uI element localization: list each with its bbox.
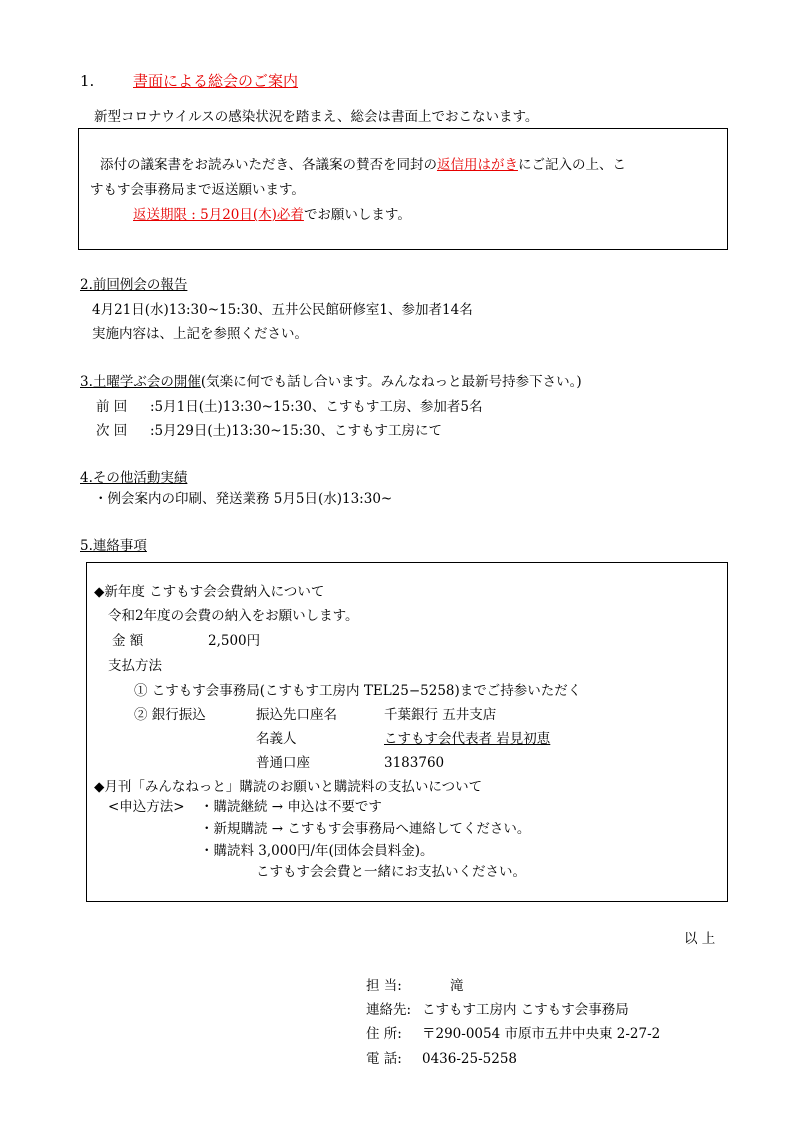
- section5-heading: 5.連絡事項: [80, 538, 147, 554]
- holder-value: こすもす会代表者 岩見初恵: [384, 731, 551, 747]
- pay-option-1: ① こすもす会事務局(こすもす工房内 TEL25−5258)までご持参いただく: [134, 683, 582, 699]
- section3-next-label: 次 回: [96, 423, 128, 439]
- holder-label: 名義人: [256, 731, 297, 747]
- section1-intro: 新型コロナウイルスの感染状況を踏まえ、総会は書面上でおこないます。: [94, 109, 539, 125]
- pay-title: 支払方法: [108, 658, 162, 674]
- address-value: 〒290-0054 市原市五井中央東 2-27-2: [422, 1026, 661, 1042]
- section2-line2: 実施内容は、上記を参照ください。: [92, 326, 308, 342]
- apply-label: <申込方法>: [108, 799, 185, 815]
- section1-box-deadline: 返送期限 : 5月20日(木)必着でお願いします。: [133, 207, 411, 223]
- address-label: 住 所:: [366, 1026, 402, 1042]
- apply-item-4: こすもす会会費と一緒にお支払いください。: [256, 864, 526, 880]
- amount-label: 金 額: [112, 633, 144, 649]
- apply-item-1: ・購読継続 → 申込は不要です: [200, 799, 382, 815]
- section1-box-line2: すもす会事務局まで返送願います。: [90, 182, 305, 198]
- section4-heading: 4.その他活動実績: [80, 470, 188, 486]
- bank-label: 振込先口座名: [256, 707, 337, 723]
- section1-title: 書面による総会のご案内: [133, 72, 299, 90]
- closing-text: 以 上: [684, 931, 716, 947]
- pay-option-2-label: ② 銀行振込: [134, 707, 206, 723]
- person-label: 担 当:: [366, 978, 402, 994]
- fee-intro: 令和2年度の会費の納入をお願いします。: [108, 608, 359, 624]
- contact-label: 連絡先:: [366, 1002, 412, 1018]
- section3-prev-label: 前 回: [96, 399, 128, 415]
- person-value: 滝: [450, 978, 464, 994]
- section1-number: 1.: [80, 72, 95, 90]
- apply-item-2: ・新規購読 → こすもす会事務局へ連絡してください。: [200, 821, 531, 837]
- phone-value: 0436-25-5258: [422, 1051, 518, 1067]
- section2-heading: 2.前回例会の報告: [80, 277, 188, 293]
- phone-label: 電 話:: [366, 1051, 402, 1067]
- deadline-emphasis: 返送期限 : 5月20日(木)必着: [133, 207, 304, 223]
- section3-next-text: :5月29日(土)13:30~15:30、こすもす工房にて: [150, 423, 442, 439]
- return-postcard-emphasis: 返信用はがき: [436, 157, 518, 173]
- section1-box-line1: 添付の議案書をお読みいただき、各議案の賛否を同封の返信用はがきにご記入の上、こ: [100, 157, 626, 173]
- section3-heading: 3.土曜学ぶ会の開催(気楽に何でも話し合います。みんなねっと最新号持参下さい。): [80, 374, 582, 390]
- apply-item-3: ・購読料 3,000円/年(団体会員料金)。: [200, 843, 434, 859]
- bank-value: 千葉銀行 五井支店: [384, 707, 497, 723]
- magazine-title: ◆月刊「みんなねっと」購読のお願いと購読料の支払いについて: [94, 779, 483, 795]
- section3-prev-text: :5月1日(土)13:30~15:30、こすもす工房、参加者5名: [150, 399, 483, 415]
- section2-line1: 4月21日(水)13:30~15:30、五井公民館研修室1、参加者14名: [92, 302, 473, 318]
- section4-line1: ・例会案内の印刷、発送業務 5月5日(水)13:30~: [94, 491, 393, 507]
- fee-title: ◆新年度 こすもす会会費納入について: [94, 584, 325, 600]
- account-value: 3183760: [384, 755, 445, 771]
- contact-value: こすもす工房内 こすもす会事務局: [422, 1002, 629, 1018]
- amount-value: 2,500円: [208, 633, 261, 649]
- account-label: 普通口座: [256, 755, 310, 771]
